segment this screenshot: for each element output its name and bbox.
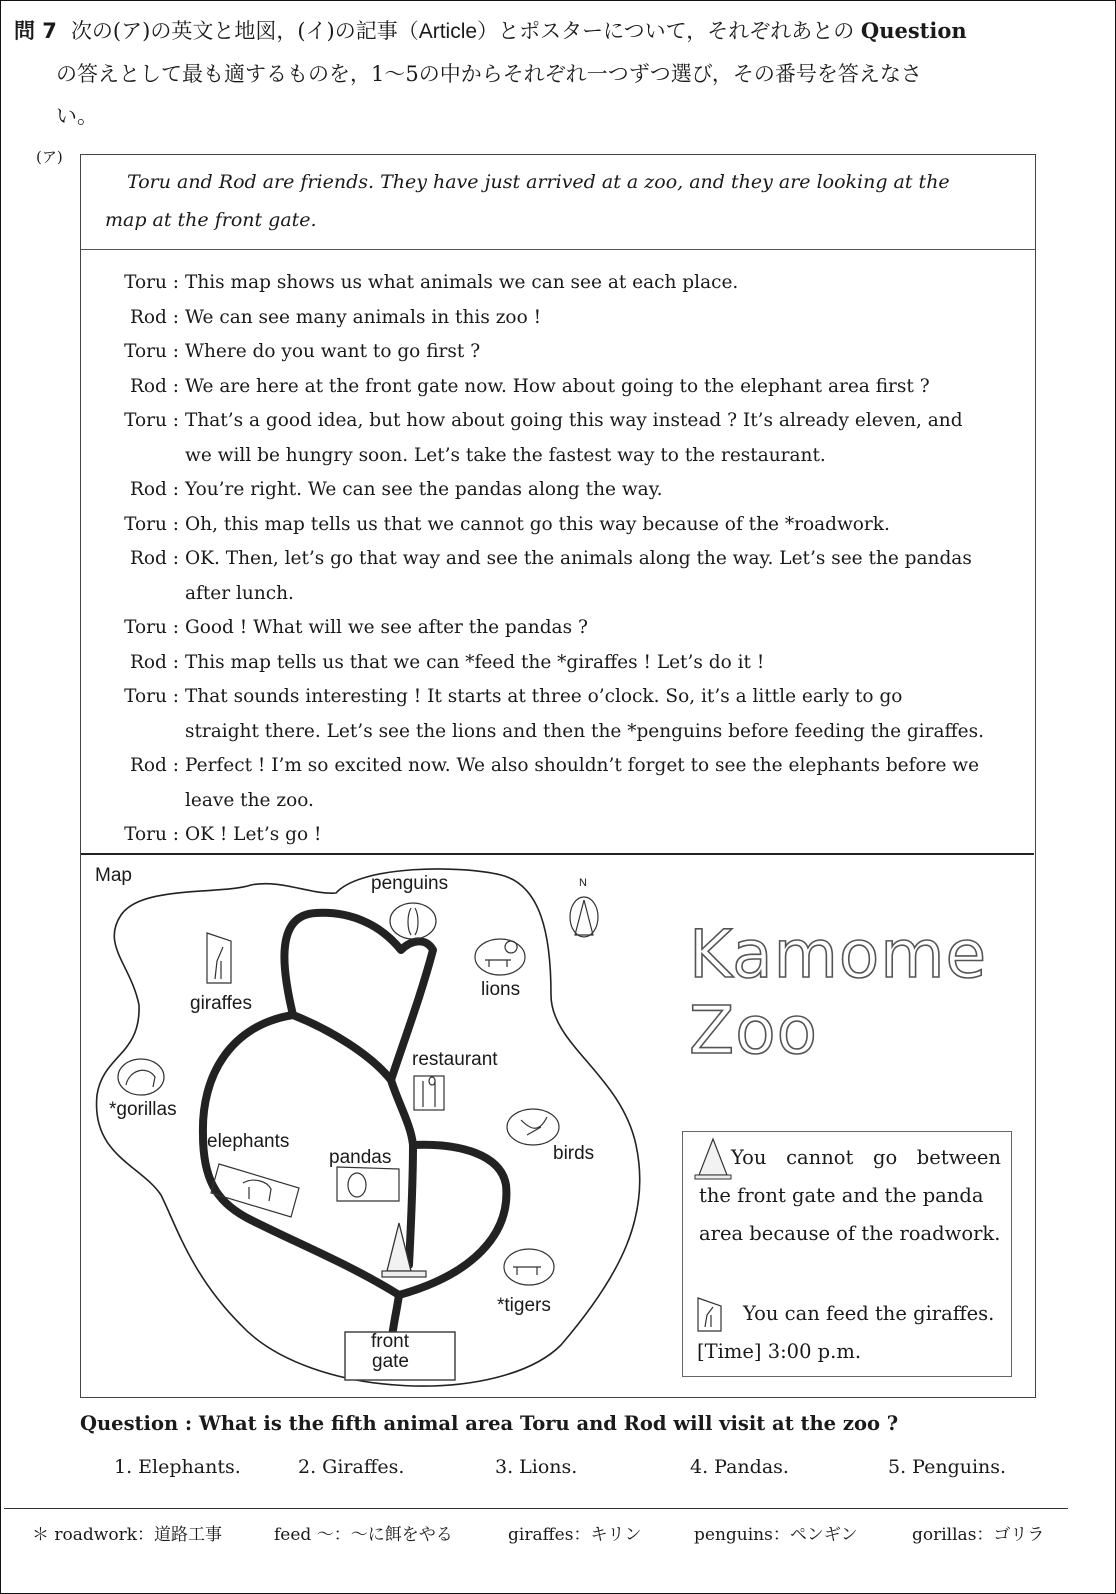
- gloss-feed: feed ～：～に餌をやる: [274, 1525, 453, 1545]
- dialogue-line: [103, 542, 1019, 577]
- zoo-title-line-1: Kamome: [689, 916, 988, 993]
- birds-label: birds: [553, 1143, 595, 1164]
- speaker-blank: [103, 577, 185, 612]
- elephants-label: elephants: [207, 1131, 290, 1152]
- tiger-icon: [504, 1249, 554, 1285]
- instruction-line-2: の答えとして最も適するものを，1～5の中からそれぞれ一つずつ選び，その番号を答えなさ: [56, 62, 922, 86]
- utterance: That’s a good idea, but how about going this way instead ? It’s already eleven, and: [185, 410, 963, 431]
- instruction-text: 次の(ア)の英文と地図，(イ)の記事（: [70, 19, 419, 43]
- speaker-blank: [103, 439, 185, 474]
- gloss-penguins: penguins：ペンギン: [694, 1525, 858, 1545]
- legend-roadwork-line-1: You cannot go between: [731, 1146, 1001, 1169]
- panda-icon: [337, 1167, 399, 1201]
- utterance: Where do you want to go first ?: [185, 341, 481, 362]
- dialogue-line: [103, 266, 1019, 301]
- zoo-title: [689, 917, 987, 1069]
- utterance: Good ! What will we see after the pandas ?: [185, 617, 588, 638]
- dialogue-line-cont: [103, 439, 1019, 474]
- speaker: Toru :: [124, 617, 179, 638]
- dialogue-line: [103, 680, 1019, 715]
- utterance: we will be hungry soon. Let’s take the fastest way to the restaurant.: [185, 444, 826, 466]
- option-3[interactable]: 3. Lions.: [495, 1456, 578, 1478]
- dialogue-line: [103, 335, 1019, 370]
- giraffe-icon: [207, 933, 231, 983]
- pandas-label: pandas: [329, 1147, 392, 1168]
- intro: [81, 155, 1035, 250]
- utterance: You’re right. We can see the pandas along the way.: [185, 479, 663, 500]
- option-2[interactable]: 2. Giraffes.: [298, 1456, 405, 1478]
- tigers-label: *tigers: [497, 1295, 551, 1316]
- footnote-divider: [4, 1508, 1068, 1509]
- intro-line-1: Toru and Rod are friends. They have just arrived at a zoo, and they are looking at the: [127, 171, 950, 193]
- dialogue-line: [103, 818, 1019, 853]
- map-legend: [682, 1131, 1012, 1377]
- option-5[interactable]: 5. Penguins.: [888, 1456, 1007, 1478]
- utterance: after lunch.: [185, 582, 294, 604]
- gloss-roadwork: ＊ roadwork：道路工事: [32, 1525, 222, 1545]
- question-text: Question : What is the fifth animal area Toru and Rod will visit at the zoo ?: [80, 1412, 899, 1435]
- speaker: Rod :: [129, 548, 179, 569]
- instruction-line-3: い。: [56, 104, 98, 128]
- dialogue-line: [103, 473, 1019, 508]
- passage-box: [80, 154, 1036, 1398]
- utterance: This map tells us that we can *feed the *giraffes ! Let’s do it !: [185, 651, 765, 673]
- front-gate-label: gate: [372, 1351, 409, 1372]
- penguins-label: penguins: [371, 873, 449, 894]
- speaker: Toru :: [124, 272, 179, 293]
- dialogue-line-cont: [103, 715, 1019, 750]
- compass-north-label: N: [579, 877, 587, 889]
- lion-icon: [475, 939, 525, 975]
- speaker: Toru :: [124, 341, 179, 362]
- zoo-map: [81, 853, 1034, 1400]
- dialogue-line: [103, 404, 1019, 439]
- utterance: That sounds interesting ! It starts at three o’clock. So, it’s a little early to go: [185, 686, 903, 707]
- roads: [203, 913, 507, 1345]
- instruction-text: ）とポスターについて，それぞれあとの: [477, 19, 861, 43]
- front-gate-label: front: [371, 1331, 410, 1352]
- dialogue-line: [103, 370, 1019, 405]
- roadwork-cone-icon: [382, 1223, 426, 1277]
- speaker-blank: [103, 784, 185, 819]
- dialogue-line-cont: [103, 784, 1019, 819]
- dialogue-line: [103, 508, 1019, 543]
- dialogue-line: [103, 749, 1019, 784]
- gloss-giraffes: giraffes：キリン: [508, 1525, 642, 1545]
- speaker: Toru :: [124, 686, 179, 707]
- utterance: OK ! Let’s go !: [185, 824, 322, 845]
- dialogue: [81, 250, 1035, 853]
- legend-feeding: You can feed the giraffes.: [743, 1302, 995, 1325]
- dialogue-line: [103, 301, 1019, 336]
- legend-time: [Time] 3:00 p.m.: [697, 1340, 862, 1363]
- gorilla-icon: [118, 1059, 164, 1095]
- legend-roadwork-line-2: the front gate and the panda: [699, 1184, 984, 1207]
- utterance: straight there. Let’s see the lions and then the *penguins before feeding the giraffes.: [185, 720, 984, 742]
- utterance: Perfect ! I’m so excited now. We also shouldn’t forget to see the elephants before we: [185, 755, 980, 776]
- bird-icon: [507, 1109, 559, 1145]
- legend-roadwork-line-3: area because of the roadwork.: [699, 1222, 1001, 1245]
- question-number: 問 7: [14, 19, 57, 43]
- speaker: Rod :: [129, 375, 179, 397]
- dialogue-line: [103, 611, 1019, 646]
- road-giraffe-to-restaurant: [293, 1015, 391, 1080]
- dialogue-line: [103, 646, 1019, 681]
- giraffes-label: giraffes: [190, 993, 252, 1014]
- speaker: Rod :: [129, 755, 179, 776]
- section-label: (ア): [36, 148, 63, 166]
- option-4[interactable]: 4. Pandas.: [690, 1456, 789, 1478]
- utterance: OK. Then, let’s go that way and see the animals along the way. Let’s see the pandas: [185, 548, 972, 569]
- article-word: Article: [418, 20, 478, 43]
- zoo-title-line-2: Zoo: [689, 992, 818, 1069]
- utterance: Oh, this map tells us that we cannot go this way because of the *roadwork.: [185, 513, 890, 535]
- compass-icon: [570, 897, 598, 937]
- elephant-icon: [211, 1164, 299, 1217]
- speaker-blank: [103, 715, 185, 750]
- instructions: [14, 10, 1074, 137]
- speaker: Rod :: [129, 306, 179, 328]
- utterance: We can see many animals in this zoo !: [185, 306, 542, 328]
- utterance: This map shows us what animals we can see at each place.: [185, 272, 739, 293]
- utterance: We are here at the front gate now. How about going to the elephant area first ?: [185, 375, 930, 397]
- restaurant-icon: [414, 1076, 444, 1110]
- speaker: Toru :: [124, 410, 179, 431]
- question-word: Question: [860, 18, 967, 43]
- speaker: Toru :: [124, 824, 179, 845]
- speaker: Rod :: [129, 651, 179, 673]
- restaurant-label: restaurant: [412, 1049, 498, 1070]
- speaker: Rod :: [129, 479, 179, 500]
- gorillas-label: *gorillas: [109, 1099, 177, 1120]
- option-1[interactable]: 1. Elephants.: [114, 1456, 241, 1478]
- gloss-gorillas: gorillas：ゴリラ: [912, 1525, 1045, 1545]
- zoo-boundary: [97, 869, 640, 1386]
- dialogue-line-cont: [103, 577, 1019, 612]
- intro-line-2: map at the front gate.: [105, 209, 317, 231]
- utterance: leave the zoo.: [185, 789, 314, 811]
- map-label: Map: [95, 865, 132, 886]
- lions-label: lions: [481, 979, 521, 1000]
- penguin-icon: [390, 903, 436, 939]
- speaker: Toru :: [124, 513, 179, 535]
